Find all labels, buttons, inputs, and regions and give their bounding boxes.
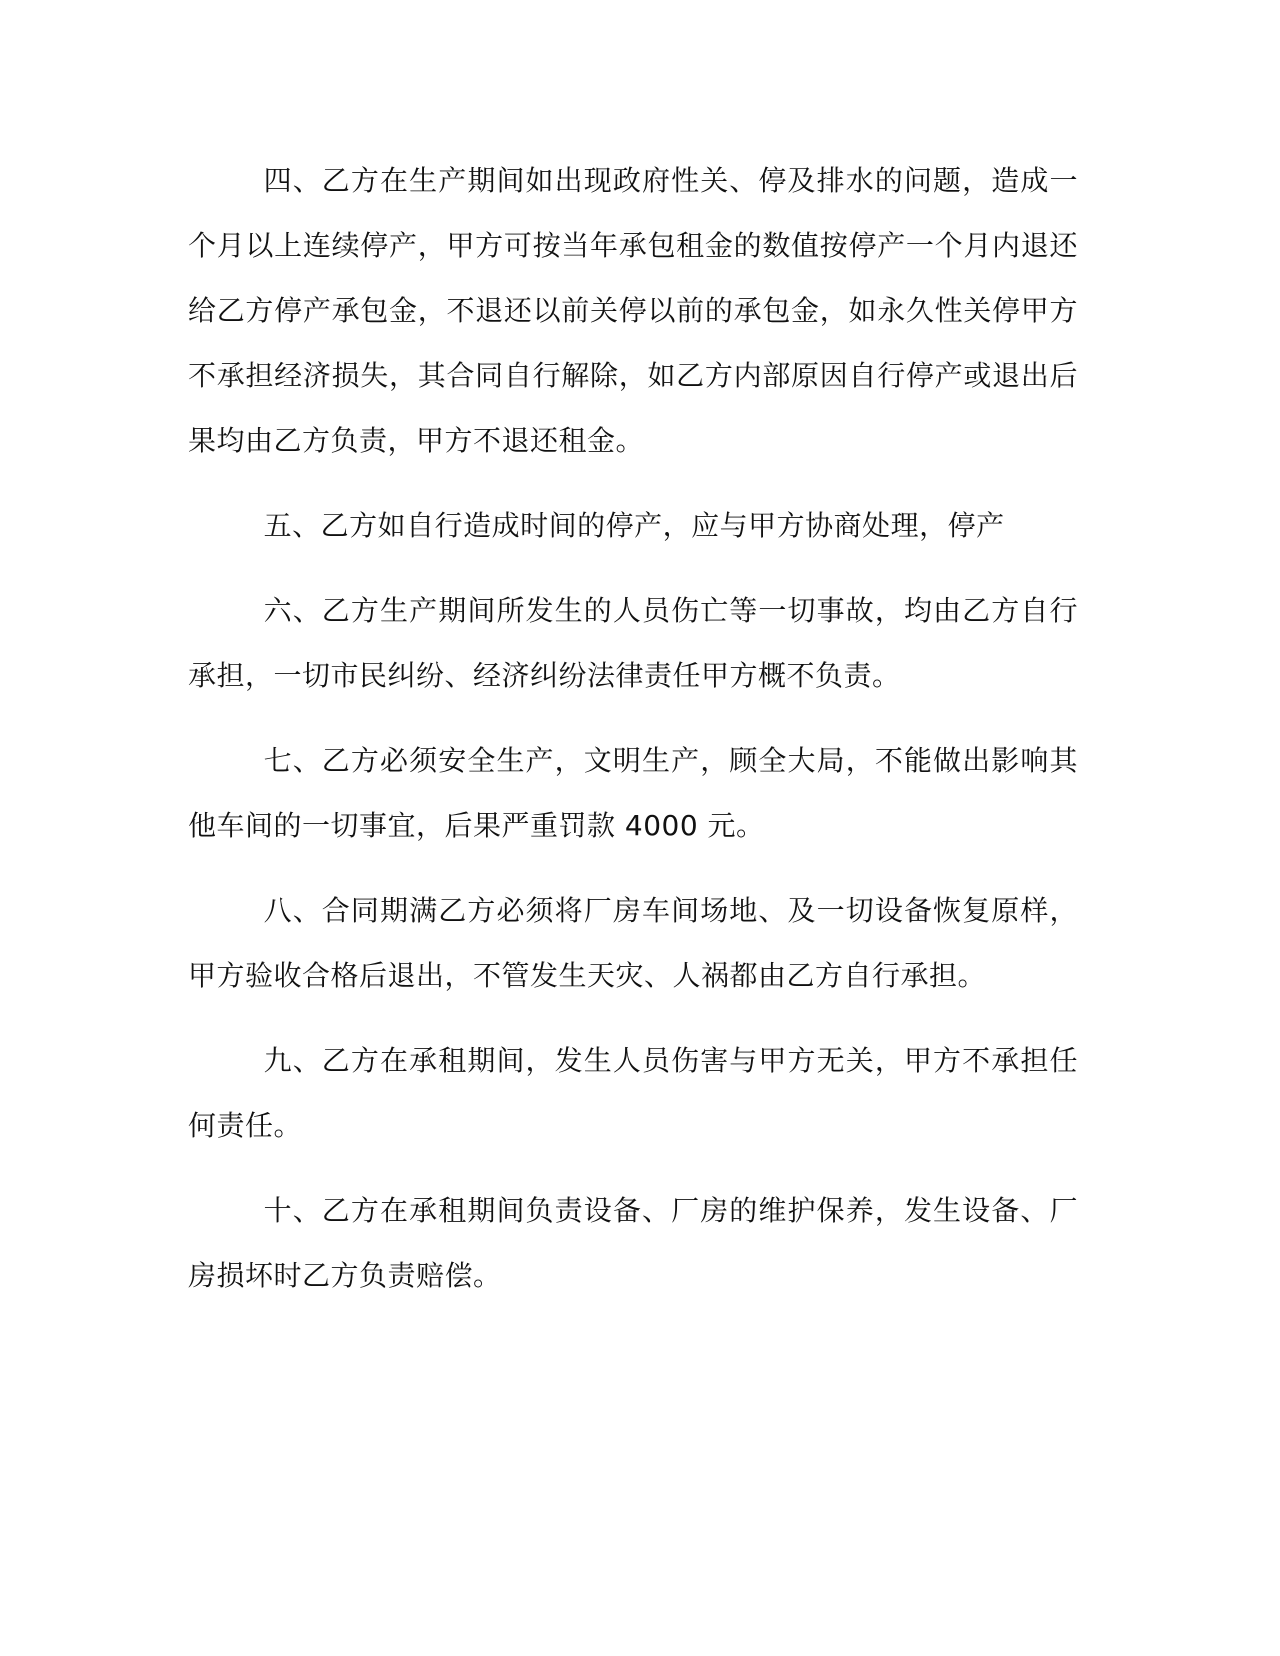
clause-4: 四、乙方在生产期间如出现政府性关、停及排水的问题，造成一个月以上连续停产，甲方可按当年承包租金的数值按停产一个月内退还给乙方停产承包金，不退还以前关停以前的承包金，如永久性关停甲方不承担经济损失，其合同自行解除，如乙方内部原因自行停产或退出后果均由乙方负责，甲方不退还租金。 xyxy=(188,164,1078,457)
clause-5: 五、乙方如自行造成时间的停产，应与甲方协商处理，停产 xyxy=(263,509,1005,542)
clause-9: 九、乙方在承租期间，发生人员伤害与甲方无关，甲方不承担任何责任。 xyxy=(188,1044,1078,1142)
clause-7: 七、乙方必须安全生产，文明生产，顾全大局，不能做出影响其他车间的一切事宜，后果严重罚款 4000 元。 xyxy=(188,744,1078,842)
document-body xyxy=(188,148,1078,1328)
clause-10: 十、乙方在承租期间负责设备、厂房的维护保养，发生设备、厂房损坏时乙方负责赔偿。 xyxy=(188,1194,1078,1292)
clause-6: 六、乙方生产期间所发生的人员伤亡等一切事故，均由乙方自行承担，一切市民纠纷、经济纠纷法律责任甲方概不负责。 xyxy=(188,594,1078,692)
clause-8: 八、合同期满乙方必须将厂房车间场地、及一切设备恢复原样，甲方验收合格后退出，不管发生天灾、人祸都由乙方自行承担。 xyxy=(188,894,1078,992)
